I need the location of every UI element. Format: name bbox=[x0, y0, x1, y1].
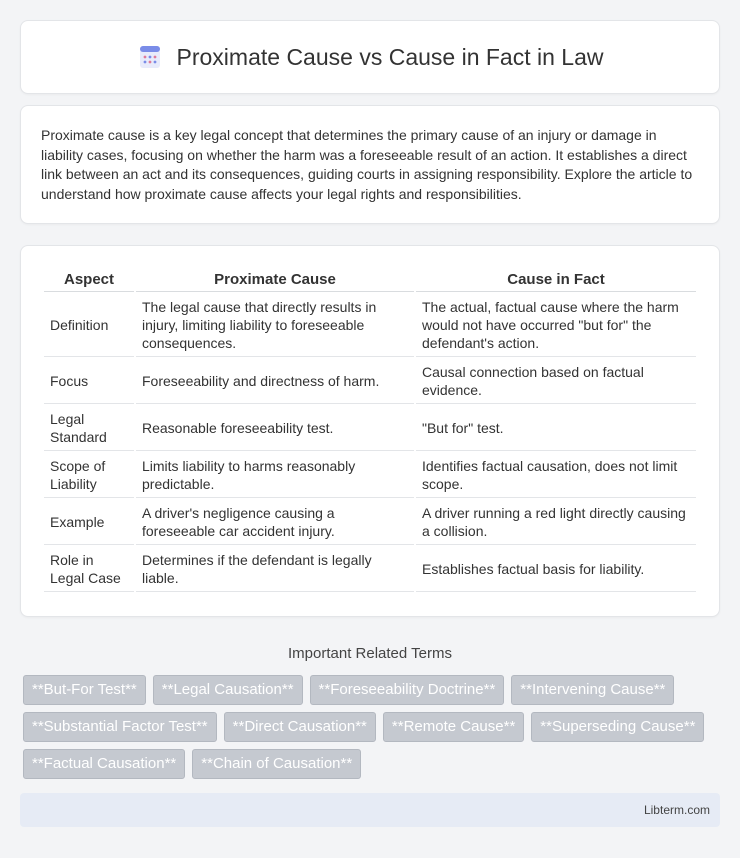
related-terms-title: Important Related Terms bbox=[288, 645, 452, 662]
cell-cause-in-fact: Causal connection based on factual evidence. bbox=[416, 359, 696, 404]
table-header-row bbox=[44, 268, 696, 292]
column-header-cause-in-fact: Cause in Fact bbox=[416, 268, 696, 292]
page-header bbox=[20, 20, 720, 94]
related-term-tag[interactable]: **Legal Causation** bbox=[153, 675, 303, 705]
cell-aspect: Definition bbox=[44, 294, 134, 357]
footer-brand-link[interactable]: Libterm.com bbox=[643, 803, 710, 817]
column-header-proximate-cause: Proximate Cause bbox=[136, 268, 414, 292]
footer bbox=[20, 793, 720, 827]
table-row bbox=[44, 294, 696, 357]
cell-aspect: Role in Legal Case bbox=[44, 547, 134, 592]
cell-proximate-cause: Limits liability to harms reasonably predictable. bbox=[136, 453, 414, 498]
related-terms-section bbox=[20, 645, 720, 779]
related-term-tag[interactable]: **Factual Causation** bbox=[23, 749, 185, 779]
cell-proximate-cause: Foreseeability and directness of harm. bbox=[136, 359, 414, 404]
cell-proximate-cause: The legal cause that directly results in injury, limiting liability to foreseeable consequences. bbox=[136, 294, 414, 357]
document-icon bbox=[137, 44, 163, 70]
cell-aspect: Focus bbox=[44, 359, 134, 404]
related-term-tag[interactable]: **Remote Cause** bbox=[383, 712, 524, 742]
table-row bbox=[44, 500, 696, 545]
cell-cause-in-fact: A driver running a red light directly causing a collision. bbox=[416, 500, 696, 545]
cell-cause-in-fact: "But for" test. bbox=[416, 406, 696, 451]
intro-card bbox=[20, 105, 720, 224]
page-title: Proximate Cause vs Cause in Fact in Law bbox=[176, 43, 604, 70]
cell-cause-in-fact: Identifies factual causation, does not limit scope. bbox=[416, 453, 696, 498]
table-row bbox=[44, 406, 696, 451]
intro-text: Proximate cause is a key legal concept that determines the primary cause of an injury or damage in liability cases, focusing on whether the harm was a foreseeable result of an action. It establishes a direct link between an act and its consequences, guiding courts in assigning responsibility. Explore the article to understand how proximate cause affects your legal rights and responsibilities. bbox=[41, 127, 693, 202]
related-term-tag[interactable]: **Superseding Cause** bbox=[531, 712, 704, 742]
cell-aspect: Scope of Liability bbox=[44, 453, 134, 498]
column-header-aspect: Aspect bbox=[44, 268, 134, 292]
cell-proximate-cause: Determines if the defendant is legally liable. bbox=[136, 547, 414, 592]
related-term-tag[interactable]: **Intervening Cause** bbox=[511, 675, 674, 705]
related-term-tag[interactable]: **Substantial Factor Test** bbox=[23, 712, 217, 742]
comparison-card bbox=[20, 245, 720, 617]
related-term-tag[interactable]: **Direct Causation** bbox=[224, 712, 376, 742]
cell-cause-in-fact: Establishes factual basis for liability. bbox=[416, 547, 696, 592]
table-row bbox=[44, 453, 696, 498]
cell-aspect: Example bbox=[44, 500, 134, 545]
table-row bbox=[44, 547, 696, 592]
cell-aspect: Legal Standard bbox=[44, 406, 134, 451]
cell-cause-in-fact: The actual, factual cause where the harm would not have occurred "but for" the defendant's action. bbox=[416, 294, 696, 357]
comparison-table bbox=[42, 266, 698, 594]
cell-proximate-cause: A driver's negligence causing a foreseeable car accident injury. bbox=[136, 500, 414, 545]
related-term-tag[interactable]: **Chain of Causation** bbox=[192, 749, 361, 779]
cell-proximate-cause: Reasonable foreseeability test. bbox=[136, 406, 414, 451]
related-term-tag[interactable]: **Foreseeability Doctrine** bbox=[310, 675, 505, 705]
table-row bbox=[44, 359, 696, 404]
related-terms-list bbox=[20, 675, 720, 779]
related-term-tag[interactable]: **But-For Test** bbox=[23, 675, 146, 705]
